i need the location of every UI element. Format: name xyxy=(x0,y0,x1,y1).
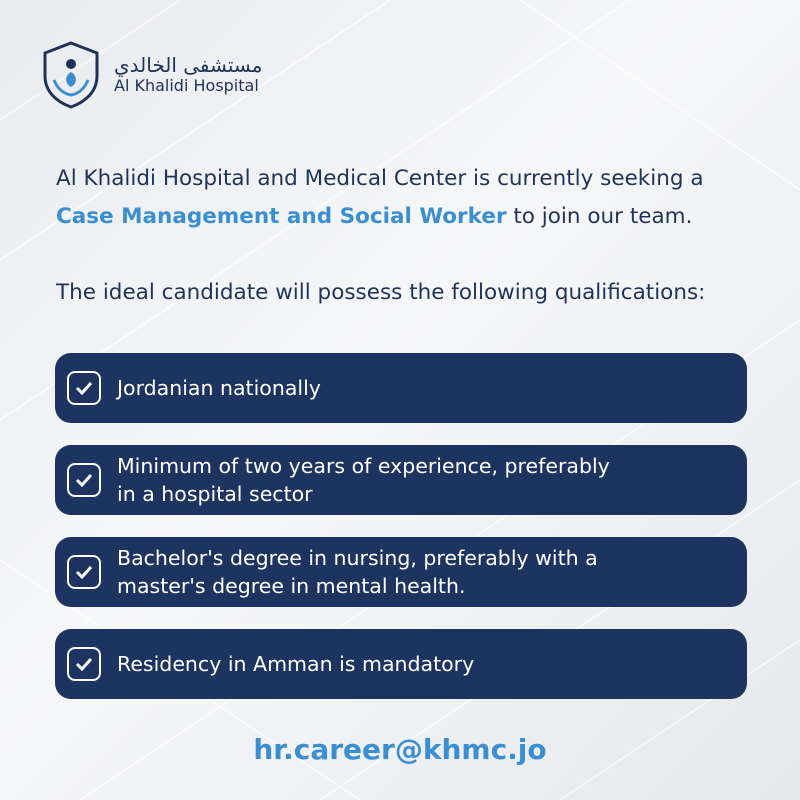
qualifications-heading: The ideal candidate will possess the following qualifications: xyxy=(56,280,706,305)
qualification-text-line-1: Jordanian nationally xyxy=(117,376,321,400)
qualification-item xyxy=(55,445,747,515)
contact-email: hr.career@khmc.jo xyxy=(253,733,547,766)
intro-line-2 xyxy=(56,198,756,236)
qualification-text-line-2: master's degree in mental health. xyxy=(117,574,466,598)
logo-arabic-name: مستشفى الخالدي xyxy=(114,53,263,78)
logo-english-name: Al Khalidi Hospital xyxy=(114,76,259,96)
checkmark-icon xyxy=(67,555,101,589)
intro-line-1: Al Khalidi Hospital and Medical Center is currently seeking a xyxy=(56,166,704,191)
qualification-text-line-1: Bachelor's degree in nursing, preferably with a xyxy=(117,546,598,570)
qualification-text-line-2: in a hospital sector xyxy=(117,482,313,506)
checkmark-icon xyxy=(67,463,101,497)
intro-line-2-rest: to join our team. xyxy=(506,204,693,229)
hospital-logo xyxy=(40,40,262,110)
qualification-item xyxy=(55,537,747,607)
qualification-item xyxy=(55,629,747,699)
qualification-item xyxy=(55,353,747,423)
checkmark-icon xyxy=(67,371,101,405)
qualifications-list xyxy=(55,353,747,721)
shield-hands-icon xyxy=(40,40,102,110)
checkmark-icon xyxy=(67,647,101,681)
intro-paragraph xyxy=(56,160,756,236)
qualification-text-line-1: Minimum of two years of experience, preferably xyxy=(117,454,610,478)
qualification-text-line-1: Residency in Amman is mandatory xyxy=(117,652,475,676)
position-title: Case Management and Social Worker xyxy=(56,204,507,229)
